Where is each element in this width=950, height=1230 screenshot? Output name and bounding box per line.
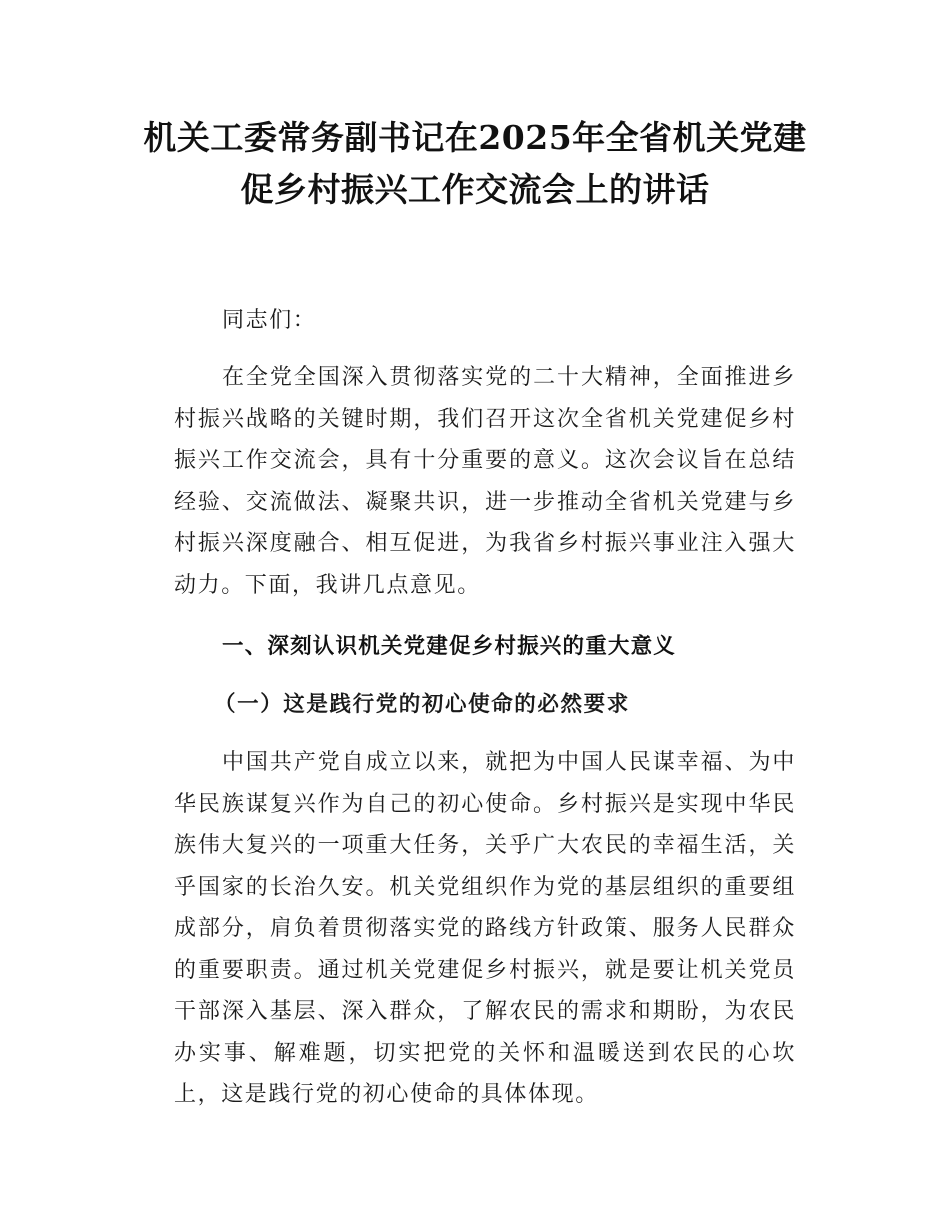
title-line-1: 机关工委常务副书记在2025年全省机关党建 <box>143 118 807 157</box>
opening-paragraph: 在全党全国深入贯彻落实党的二十大精神，全面推进乡村振兴战略的关键时期，我们召开这次全省机关党建促乡村振兴工作交流会，具有十分重要的意义。这次会议旨在总结经验、交流做法、凝聚共识，进一步推动全省机关党建与乡村振兴深度融合、相互促进，为我省乡村振兴事业注入强大动力。下面，我讲几点意见。 <box>174 365 796 598</box>
document-title <box>120 112 830 216</box>
title-line-2: 促乡村振兴工作交流会上的讲话 <box>240 170 710 209</box>
subsection-heading: （一）这是践行党的初心使命的必然要求 <box>214 692 630 717</box>
salutation: 同志们： <box>222 308 317 333</box>
section-heading: 一、深刻认识机关党建促乡村振兴的重大意义 <box>222 634 677 659</box>
body-paragraph: 中国共产党自成立以来，就把为中国人民谋幸福、为中华民族谋复兴作为自己的初心使命。乡村振兴是实现中华民族伟大复兴的一项重大任务，关乎广大农民的幸福生活，关乎国家的长治久安。机关党组织作为党的基层组织的重要组成部分，肩负着贯彻落实党的路线方针政策、服务人民群众的重要职责。通过机关党建促乡村振兴，就是要让机关党员干部深入基层、深入群众，了解农民的需求和期盼，为农民办实事、解难题，切实把党的关怀和温暖送到农民的心坎上，这是践行党的初心使命的具体体现。 <box>174 750 796 1107</box>
